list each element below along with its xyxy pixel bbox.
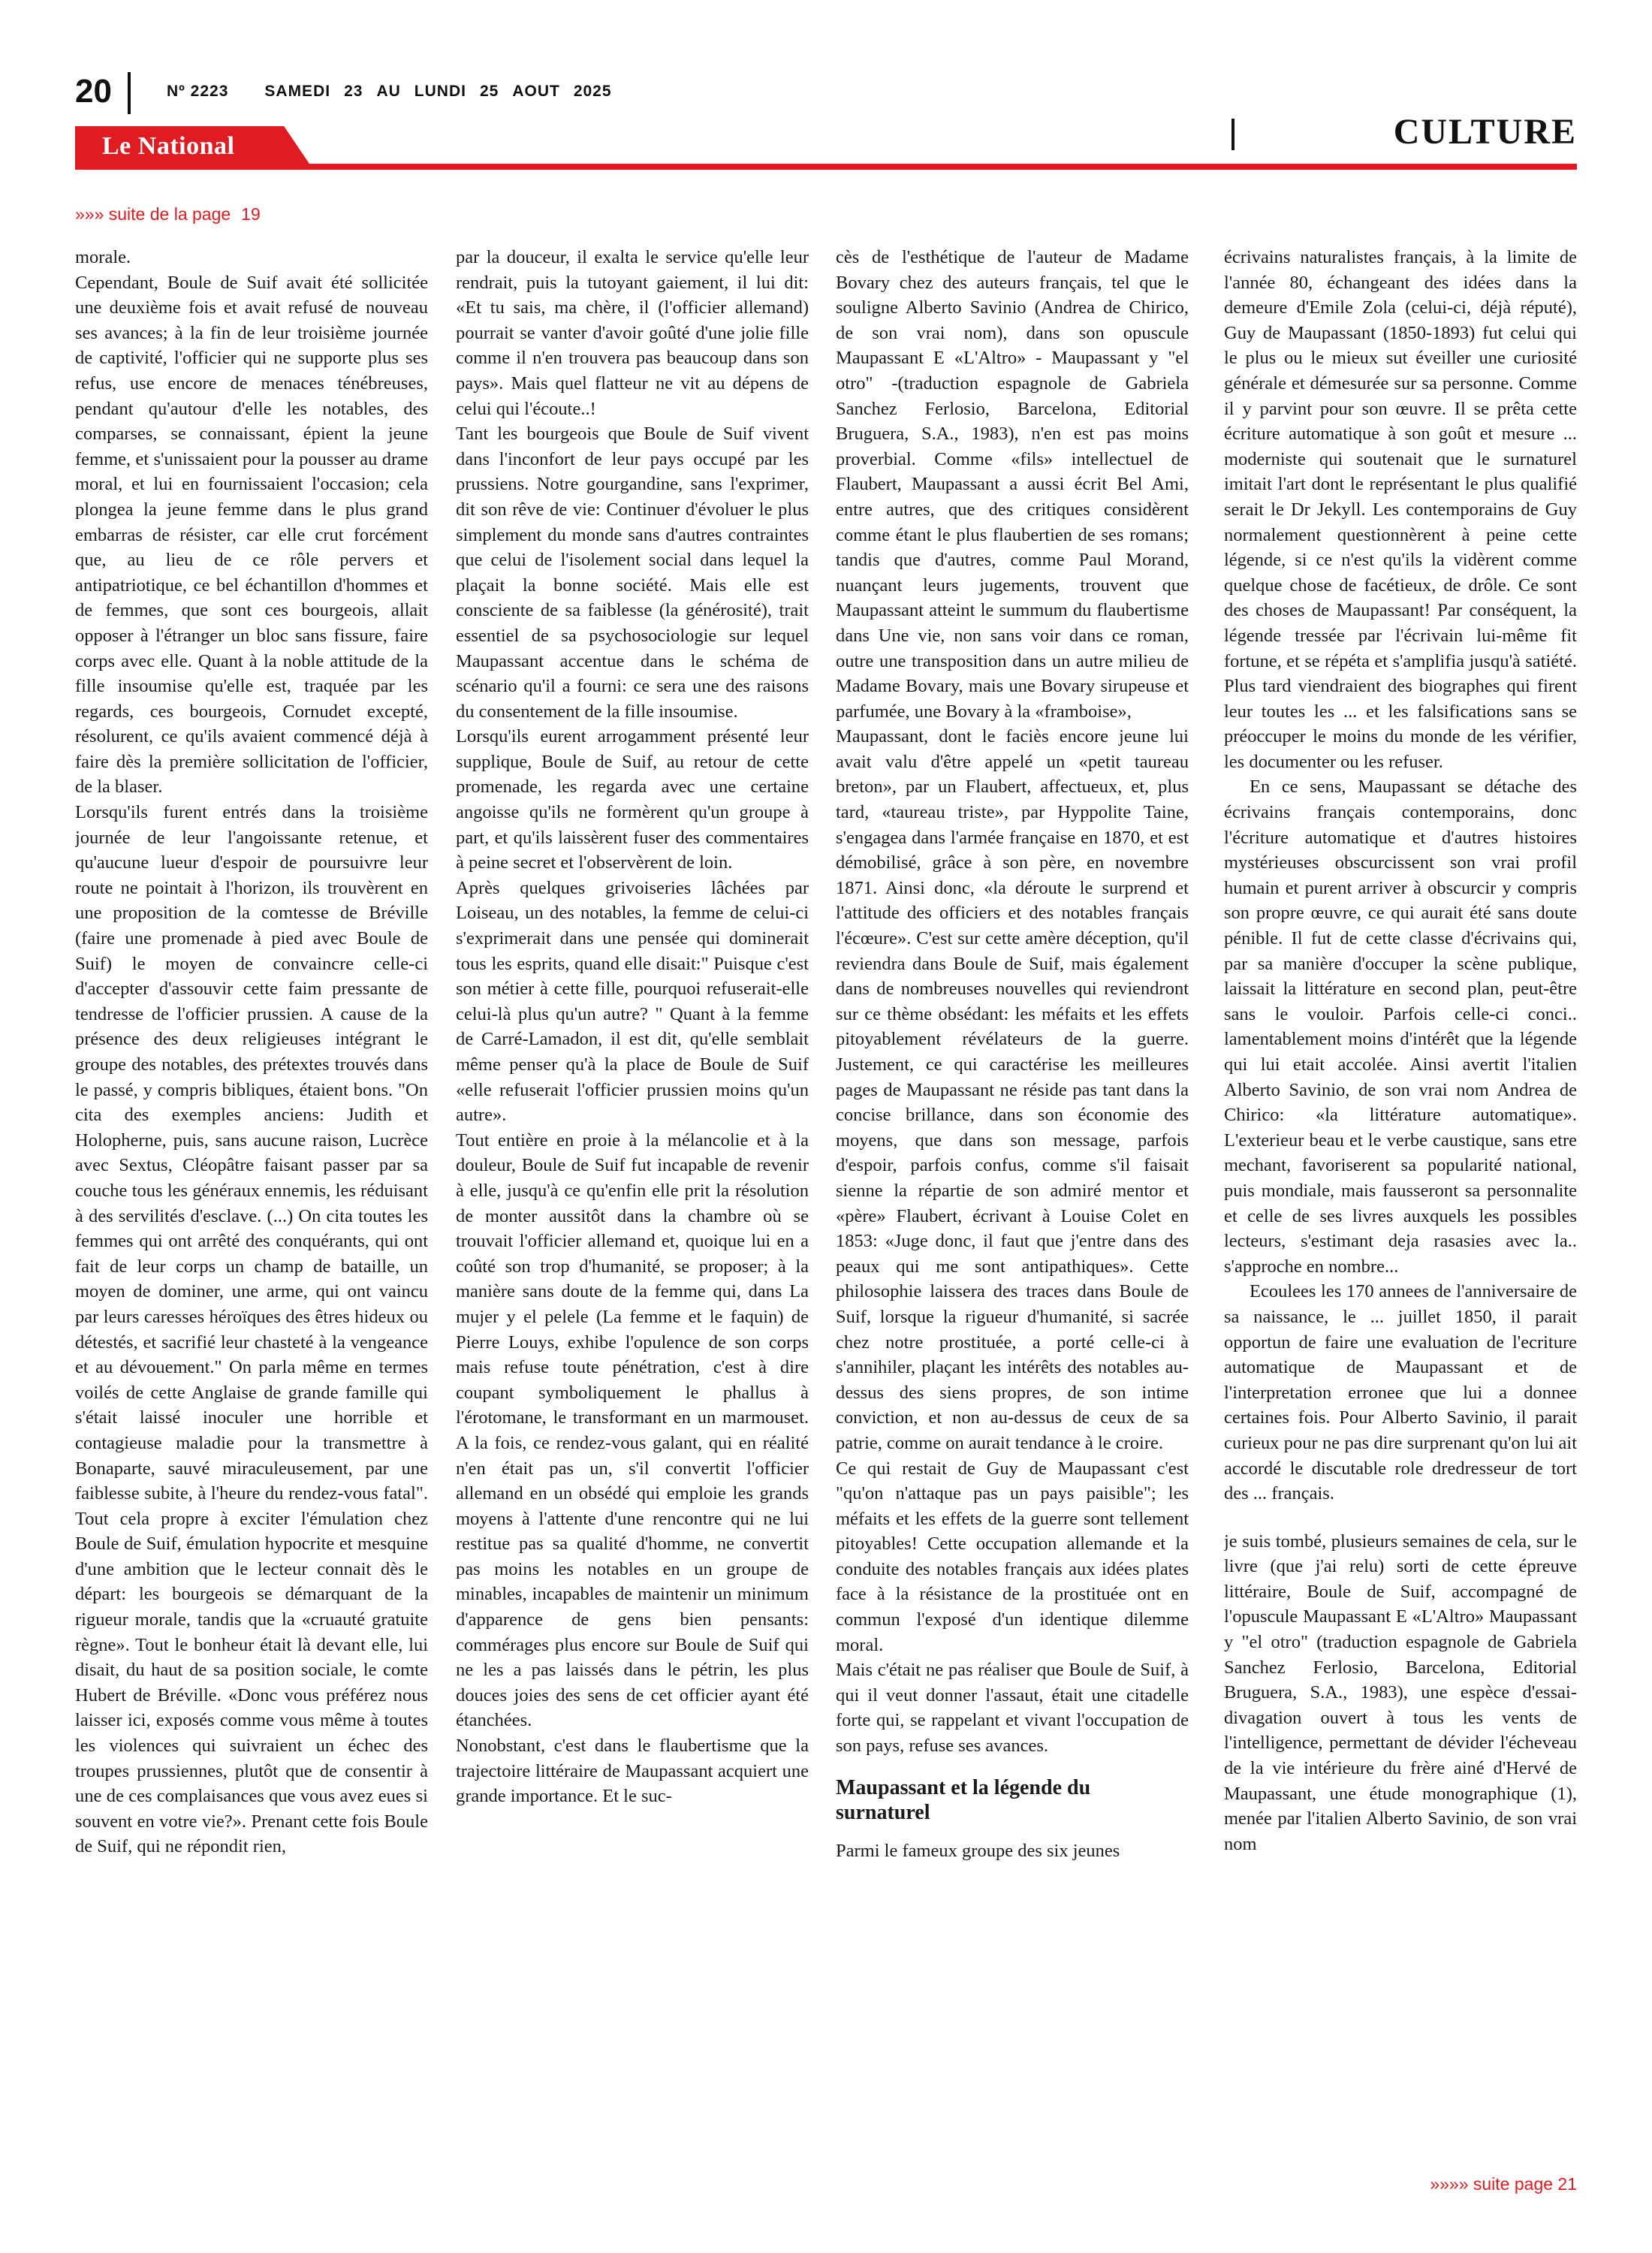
article-column-1 <box>75 245 428 2167</box>
paragraph: morale. <box>75 247 131 267</box>
article-body <box>75 245 1577 2167</box>
continued-from-label: »»» suite de la page <box>75 204 231 224</box>
paragraph: Tant les bourgeois que Boule de Suif vivent dans l'inconfort de leur pays occupé par les prussiens. Notre gourgandine, sans l'exprimer, dit son rêve de vie: Continuer d'évoluer le plus simplement du monde sans d'autres contraintes que celui de l'isolement social dans lequel la plaçait la bonne société. Mais elle est consciente de sa faiblesse (la générosité), trait essentiel de sa psychosociologie sur lequel Maupassant accentue dans le schéma de scénario qu'il a fourni: ce sera une des raisons du consentement de la fille insoumise. <box>456 424 809 722</box>
section-divider <box>1231 119 1234 150</box>
paragraph: Après quelques grivoiseries lâchées par Loiseau, un des notables, la femme de celui-ci s'exprimerait dans une pensée qui dominerait tous les esprits, quand elle disait:" Puisque c'est son métier à cette fille, pourquoi refuserait-elle celui-là plus qu'un autre? " Quant à la femme de Carré-Lamadon, il est dit, qu'elle semblait même penser qu'à la place de Boule de Suif «elle refuserait l'officier prussien moins qu'un autre». <box>456 877 809 1126</box>
date-connector: AU <box>376 83 401 100</box>
paragraph: cès de l'esthétique de l'auteur de Madame Bovary chez des auteurs français, tel que le souligne Alberto Savinio (Andrea de Chirico, de son vrai nom), dans son opuscule Maupassant E «L'Altro» - Maupassant y "el otro" -(traduction espagnole de Gabriela Sanchez Ferlosio, Barcelona, Editorial Bruguera, S.A., 1983), n'en est pas moins proverbial. Comme «fils» intellectuel de Flaubert, Maupassant a aussi écrit Bel Ami, entre autres, que des critiques considèrent comme étant le plus flaubertien de ses romans; tandis que d'autres, comme Paul Morand, nuançant leurs jugements, trouvent que Maupassant atteint le summum du flaubertisme dans Une vie, non sans voir dans ce roman, outre une transposition dans un autre milieu de Madame Bovary, mais une Bovary sirupeuse et parfumée, une Bovary à la «framboise», <box>836 247 1189 722</box>
paragraph: Lorsqu'ils furent entrés dans la troisième journée de leur l'angoissante retenue, et qu'aucune lueur d'espoir de poursuivre leur route ne pointait à l'horizon, ils trouvèrent en une proposition de la comtesse de Bréville (faire une promenade à pied avec Boule de Suif) le moyen de convaincre celle-ci d'accepter d'assouvir cette faim pressante de tendresse de l'officier prussien. A cause de la présence des deux religieuses intégrant le groupe des notables, des prétextes trouvés dans le passé, y compris bibliques, étaient bons. "On cita des exemples anciens: Judith et Holopherne, puis, sans aucune raison, Lucrèce avec Sextus, Cléopâtre faisant passer par sa couche tous les généraux ennemis, les réduisant à des servilités d'esclave. (...) On cita toutes les femmes qui ont arrêté des conquérants, qui ont fait de leur corps un champ de bataille, un moyen de dominer, une arme, qui ont vaincu par leurs caresses héroïques des êtres hideux ou détestés, et sacrifié leur chasteté à la vengeance et au dévouement." On parla même en termes voilés de cette Anglaise de grande famille qui s'était laissé inoculer une horrible et contagieuse maladie pour la transmettre à Bonaparte, sauvé miraculeusement, par une faiblesse subite, à l'heure du rendez-vous fatal". Tout cela propre à exciter l'émulation chez Boule de Suif, émulation hypocrite et mesquine d'une ambition que le lecteur connait dès le départ: les bourgeois se démarquant de la rigueur morale, tandis que la «cruauté gratuite règne». Tout le bonheur était là devant elle, lui disait, du haut de sa position sociale, le comte Hubert de Bréville. «Donc vous préférez nous laisser ici, exposés comme vous même à toutes les violences qui suivraient un échec des troupes prussiennes, plutôt que de consentir à une de ces complaisances que vous avez eues si souvent en votre vie?». Prenant cette fois Boule de Suif, qui ne répondit rien, <box>75 802 428 1857</box>
paragraph: En ce sens, Maupassant se détache des écrivains français contemporains, donc l'écriture automatique et d'autres histoires mystérieuses obscurcissent son vrai profil humain et purent arriver à obscurcir y compris son propre œuvre, ce qui aurait été sans doute pénible. Il fut de cette classe d'écrivains qui, par sa manière d'occuper la scène publique, laissait la littérature en second plan, peut-être sans le vouloir. Parfois celle-ci conci.. lamentablement moins d'intérêt que la légende qui lui etait accolée. Ainsi avertit l'italien Alberto Savinio, de son vrai nom Andrea de Chirico: «la littérature automatique». L'exterieur beau et le verbe caustique, sans etre mechant, favoriserent sa popularité national, puis mondiale, mais fausseront sa personnalite et celle de ses livres auxquels les possibles lecteurs, s'estimant deja rasasies avec la.. s'approche en nombre... <box>1224 777 1577 1277</box>
date-year: 2025 <box>573 83 612 100</box>
paragraph: Nonobstant, c'est dans le flaubertisme que la trajectoire littéraire de Maupassant acquiert une grande importance. Et le suc- <box>456 1736 809 1807</box>
paragraph: écrivains naturalistes français, à la limite de l'année 80, échangeant des idées dans la demeure d'Emile Zola (celui-ci, déjà réputé), Guy de Maupassant (1850-1893) fut celui qui le plus ou le mieux sut éveiller une curiosité générale et démesurée sur sa personne. Comme il y parvint pour son œuvre. Il se prêta cette écriture automatique à son goût et mesure ... moderniste qui soutenait que le surnaturel imitait l'art dont le représentant le plus qualifié serait le Dr Jekyll. Les contemporains de Guy normalement questionnèrent à peine cette légende, si ce n'est qu'ils la vidèrent comme quelque chose de facétieux, de drôle. Ce sont des choses de Maupassant! Par conséquent, la légende tressée par l'écrivain lui-même fit fortune, et se répéta et s'amplifia jusqu'à satiété. Plus tard viendraient des biographes qui firent leur toutes les ... et les falsifications sans se préoccuper le moins du monde de les vérifier, les documenter ou les refuser. <box>1224 247 1577 772</box>
continued-from-page: 19 <box>241 204 261 224</box>
section-title: CULTURE <box>1393 112 1577 152</box>
date-day-end: LUNDI <box>414 83 466 100</box>
date-month: AOUT <box>512 83 560 100</box>
paragraph: Tout entière en proie à la mélancolie et à la douleur, Boule de Suif fut incapable de revenir à elle, jusqu'à ce qu'enfin elle prit la résolution de monter aussitôt dans la chambre où se trouvait l'officier allemand et, quoique lui en a coûté son trop d'humanité, se proposer; à la manière sans doute de la femme qui, dans La mujer y el pelele (La femme et le faquin) de Pierre Louys, exhibe l'opulence de son corps mais refuse toute pénétration, c'est à dire coupant symboliquement le phallus à l'érotomane, le transformant en un marmouset. A la fois, ce rendez-vous galant, qui en réalité n'en était pas un, s'il convertit l'officier allemand en un obsédé qui emploie les grands moyens à l'attente d'une rencontre qui ne lui restitue pas sa qualité d'homme, ne convertit pas moins les notables en un groupe de minables, incapables de maintenir un minimum d'apparence de gens bien pensants: commérages plus encore sur Boule de Suif qui ne les a pas laissés dans le pétrin, les plus douces joies des sens de cet officier ayant été étanchées. <box>456 1130 809 1731</box>
article-column-3 <box>836 245 1189 2167</box>
paragraph: Maupassant, dont le faciès encore jeune lui avait valu d'être appelé un «petit taureau breton», par un Flaubert, affectueux, et, plus tard, «taureau triste», par Hyppolite Taine, s'engagea dans l'armée française en 1870, et est démobilisé, grâce à son père, en novembre 1871. Ainsi donc, «la déroute le surprend et l'attitude des officiers et des notables français l'écœure». C'est sur cette amère déception, qu'il reviendra dans Boule de Suif, mais également dans de nombreuses nouvelles qui reviendront sur ce thème obsédant: les méfaits et les effets pitoyablement révélateurs de la guerre. Justement, ce qui caractérise les meilleures pages de Maupassant ne réside pas tant dans la concise brillance, dans son économie des moyens, que dans son message, parfois d'espoir, parfois confus, comme s'il faisait sienne la répartie de son admiré mentor et «père» Flaubert, écrivant à Louise Colet en 1853: «Juge donc, il faut que j'entre dans des peaux qui me sont antipathiques». Cette philosophie laissera des traces dans Boule de Suif, lorsque la rigueur d'humanité, si sacrée chez notre prostituée, a porté celle-ci à s'annihiler, plaçant les intérêts des notables au-dessus des siens propres, de son intime conviction, et non au-dessus de ceux de sa patrie, comme on aurait tendance à le croire. <box>836 726 1189 1453</box>
paragraph: Parmi le fameux groupe des six jeunes <box>836 1840 1120 1861</box>
newspaper-brand: Le National <box>102 132 235 160</box>
paragraph: Cependant, Boule de Suif avait été sollicitée une deuxième fois et avait refusé de nouveau ses avances; à la fin de leur troisième journée de captivité, l'officier qui ne supporte plus ses refus, use encore de menaces ténébreuses, pendant qu'autour d'elle les notables, des comparses, se connaissant, épient la jeune femme, et s'unissaient pour la pousser au drame moral, et lui en fournissaient l'occasion; cela plongea la jeune femme dans le plus grand embarras de résister, car elle crut forcément que, au lieu de ce rôle pervers et antipatriotique, ce bel échantillon d'hommes et de femmes, que sont ces bourgeois, allait opposer à l'étranger un bloc sans fissure, faire corps avec elle. Quant à la noble attitude de la fille insoumise qu'elle est, traquée par les regards, ces bourgeois, Cornudet excepté, résolurent, ce qu'ils avaient commencé déjà à faire dès la première sollicitation de l'officier, de la blaser. <box>75 272 428 798</box>
paragraph: je suis tombé, plusieurs semaines de cela, sur le livre (que j'ai relu) sorti de cette épreuve littéraire, Boule de Suif, accompagné de l'opuscule Maupassant E «L'Altro» Maupassant y "el otro" (traduction espagnole de Gabriela Sanchez Ferlosio, Barcelona, Editorial Bruguera, S.A., 1983), une espèce d'essai-divagation ouvert à tous les vents de l'intelligence, permettant de dévider l'écheveau de la vie intérieure du frère ainé d'Hervé de Maupassant, une étude monographique (1), menée par l'italien Alberto Savinio, de son vrai nom <box>1224 1531 1577 1854</box>
continued-to: »»»» suite page 21 <box>1430 2174 1577 2194</box>
paragraph: Lorsqu'ils eurent arrogamment présenté leur supplique, Boule de Suif, au retour de cette promenade, les regarda avec une certaine angoisse qu'ils ne formèrent qu'un groupe à part, et qu'ils laissèrent fuser des commentaires à peine secret et l'observèrent de loin. <box>456 726 809 873</box>
issue-number: Nº 2223 <box>167 83 229 100</box>
article-column-2 <box>456 245 809 2167</box>
paragraph: Mais c'était ne pas réaliser que Boule de Suif, à qui il veut donner l'assaut, était une citadelle forte qui, se rappelant et vivant l'occupation de son pays, refuse ses avances. <box>836 1660 1189 1757</box>
date-day-start: SAMEDI <box>264 83 331 100</box>
date-num-end: 25 <box>479 83 499 100</box>
article-subheading: Maupassant et la légende du surnaturel <box>836 1775 1091 1824</box>
page-number: 20 <box>75 73 112 110</box>
article-column-4 <box>1224 245 1577 2167</box>
paragraph: par la douceur, il exalta le service qu'elle leur rendrait, puis la tutoyant gaiement, il lui dit: «Et tu sais, ma chère, il (l'officier allemand) pourrait se vanter d'avoir goûté d'une jolie fille comme il n'en trouvera pas beaucoup dans son pays». Mais quel flatteur ne vit au dépens de celui qui l'écoute..! <box>456 247 809 419</box>
date-num-start: 23 <box>344 83 363 100</box>
paragraph: Ecoulees les 170 annees de l'anniversaire de sa naissance, le ... juillet 1850, il parait opportun de faire une evaluation de l'ecriture automatique de Maupassant et de l'interpretation erronee que lui a donnee certaines fois. Pour Alberto Savinio, il parait curieux pour ne pas dire surprenant qu'on lui ait accordé le discutable role dredresseur de tort des ... français. <box>1224 1281 1577 1504</box>
paragraph: Ce qui restait de Guy de Maupassant c'est "qu'on n'attaque pas un pays paisible"; les méfaits et les effets de la guerre sont tellement pitoyables! Cette occupation allemande et la conduite des notables français aux idées plates face à la résistance de la prostituée ont en commun l'exposé d'un identique dilemme moral. <box>836 1458 1189 1655</box>
page-number-divider <box>128 72 131 114</box>
issue-date-line <box>167 83 612 101</box>
continued-from <box>75 204 261 225</box>
